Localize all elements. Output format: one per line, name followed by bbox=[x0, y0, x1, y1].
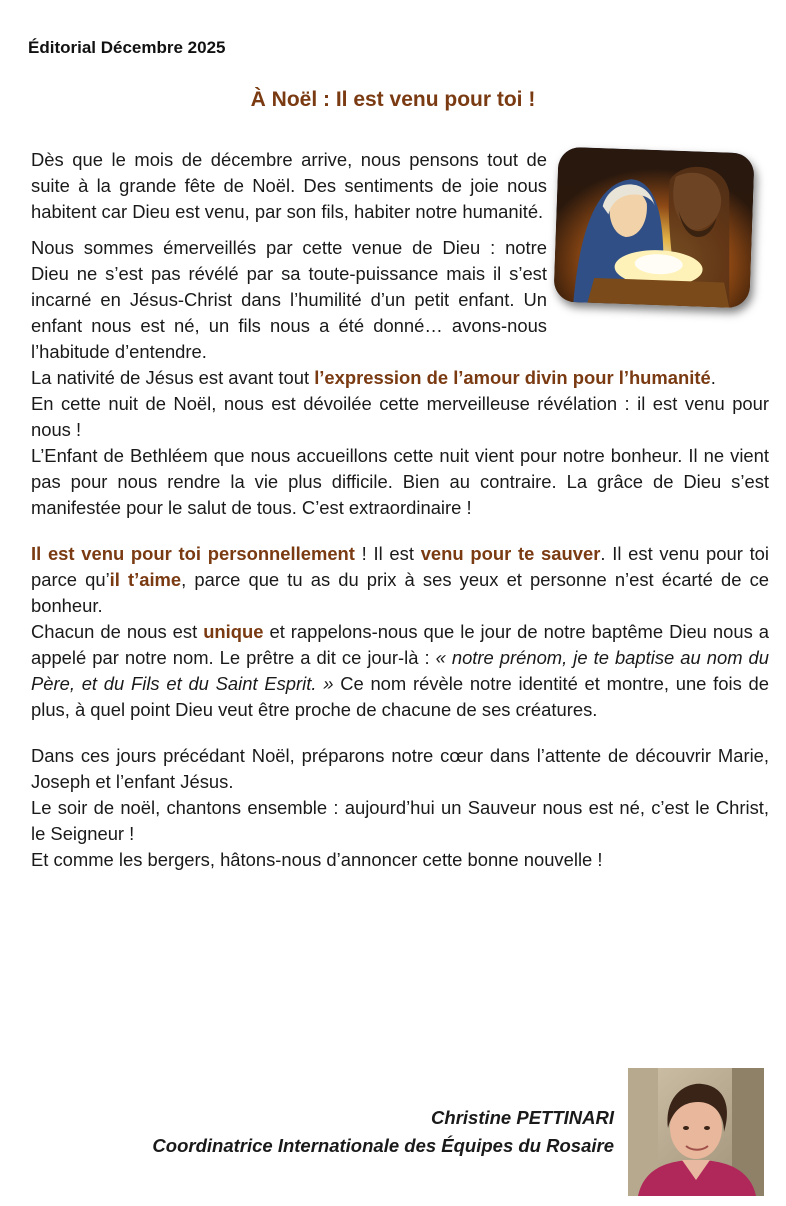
page-title: À Noël : Il est venu pour toi ! bbox=[250, 88, 536, 111]
paragraph-8: Dans ces jours précédant Noël, préparons notre cœur dans l’attente de découvrir Marie, Joseph et l’enfant Jésus. bbox=[31, 745, 769, 792]
image-float-spacer bbox=[547, 147, 769, 335]
paragraph-3-end: . bbox=[710, 367, 716, 388]
paragraph-6-text-2: . Il est venu pour toi parce qu’ bbox=[31, 543, 769, 590]
paragraph-6-text-1: ! Il est bbox=[354, 543, 421, 564]
highlight-came-for-you: Il est venu pour toi personnellement bbox=[31, 543, 355, 564]
author-role: Coordinatrice Internationale des Équipes du Rosaire bbox=[152, 1135, 614, 1156]
paragraph-7-text-1: Chacun de nous est bbox=[31, 621, 204, 642]
author-name: Christine PETTINARI bbox=[431, 1107, 614, 1128]
editorial-label: Éditorial Décembre 2025 bbox=[28, 38, 226, 57]
paragraph-10: Et comme les bergers, hâtons-nous d’annoncer cette bonne nouvelle ! bbox=[31, 849, 603, 870]
highlight-divine-love: l’expression de l’amour divin pour l’humanité bbox=[314, 367, 711, 388]
author-portrait bbox=[628, 1068, 764, 1196]
highlight-loves-you: il t’aime bbox=[109, 569, 182, 590]
article-body bbox=[31, 147, 769, 873]
paragraph-2: Nous sommes émerveillés par cette venue de Dieu : notre Dieu ne s’est pas révélé par sa toute-puissance mais il s’est incarné en Jésus-Christ dans l’humilité d’un petit enfant. Un enfant nous est né, un fils nous a été donné… avons-nous l’habitude d’entendre. bbox=[31, 237, 547, 362]
paragraph-7-text-3: Ce nom révèle notre identité et montre, une fois de plus, à quel point Dieu veut être proche de chacune de ses créatures. bbox=[31, 673, 769, 720]
paragraph-4: En cette nuit de Noël, nous est dévoilée cette merveilleuse révélation : il est venu pour nous ! bbox=[31, 393, 769, 440]
paragraph-7-text-2: et rappelons-nous que le jour de notre baptême Dieu nous a appelé par notre nom. Le prêtre a dit ce jour-là : bbox=[31, 621, 769, 668]
paragraph-3-text: La nativité de Jésus est avant tout bbox=[31, 367, 315, 388]
paragraph-5: L’Enfant de Bethléem que nous accueillons cette nuit vient pour notre bonheur. Il ne vient pas pour nous rendre la vie plus difficile. Bien au contraire. La grâce de Dieu s’est manifestée pour le salut de tous. C’est extraordinaire ! bbox=[31, 445, 769, 518]
highlight-came-to-save: venu pour te sauver bbox=[420, 543, 601, 564]
paragraph-9: Le soir de noël, chantons ensemble : aujourd’hui un Sauveur nous est né, c’est le Christ, le Seigneur ! bbox=[31, 797, 769, 844]
paragraph-6-text-3: , parce que tu as du prix à ses yeux et personne n’est écarté de ce bonheur. bbox=[31, 569, 769, 616]
paragraph-7 bbox=[31, 619, 769, 723]
highlight-unique: unique bbox=[203, 621, 264, 642]
signature-block bbox=[152, 1104, 614, 1160]
paragraph-3 bbox=[31, 365, 769, 391]
baptism-quote: « notre prénom, je te baptise au nom du Père, et du Fils et du Saint Esprit. » bbox=[31, 647, 769, 694]
paragraph-1: Dès que le mois de décembre arrive, nous pensons tout de suite à la grande fête de Noël. Des sentiments de joie nous habitent car Dieu est venu, par son fils, habiter notre humanité. bbox=[31, 149, 547, 222]
paragraph-6 bbox=[31, 541, 769, 619]
